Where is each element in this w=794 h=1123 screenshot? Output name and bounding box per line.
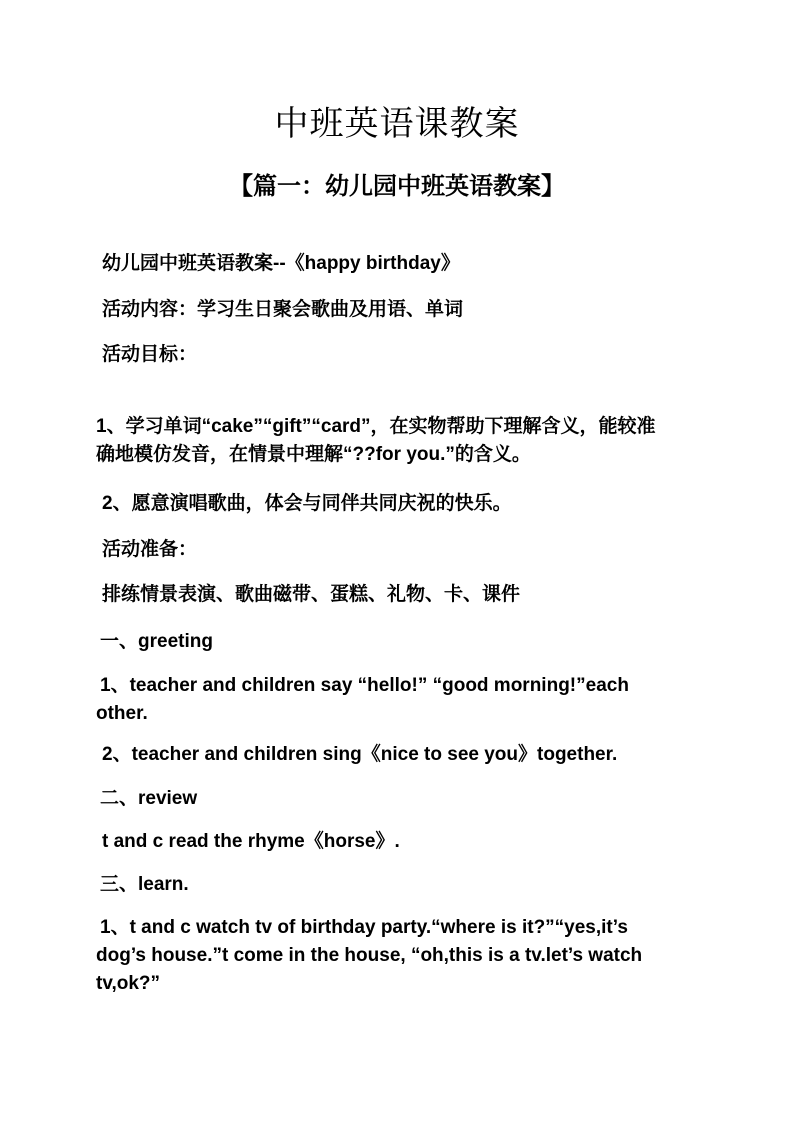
paragraph-line: 活动目标： <box>102 344 198 365</box>
paragraph-goal-2 <box>0 490 794 518</box>
paragraph-greeting-2 <box>0 741 794 769</box>
paragraph-lesson-title <box>0 250 794 278</box>
paragraph-learn-1 <box>0 914 794 998</box>
document-title: 中班英语课教案 <box>274 104 520 144</box>
paragraph-line: 三、learn. <box>100 874 189 895</box>
paragraph-preparation-items <box>0 581 794 609</box>
section-heading: 【篇一：幼儿园中班英语教案】 <box>229 172 565 200</box>
paragraph-line: 二、review <box>100 788 198 809</box>
paragraph-activity-content <box>0 296 794 324</box>
paragraph-line: 排练情景表演、歌曲磁带、蛋糕、礼物、卡、课件 <box>102 584 521 605</box>
paragraph-step-review <box>0 785 794 813</box>
paragraph-line: 确地模仿发音，在情景中理解“??for you.”的含义。 <box>96 444 531 465</box>
paragraph-line: t and c read the rhyme《horse》. <box>102 831 400 852</box>
paragraph-line: tv,ok?” <box>96 973 161 994</box>
paragraph-step-learn <box>0 871 794 899</box>
paragraph-line: 一、greeting <box>100 631 213 652</box>
paragraph-line: dog’s house.”t come in the house, “oh,this is a tv.let’s watch <box>96 945 643 966</box>
paragraph-line: 2、teacher and children sing《nice to see you》together. <box>102 744 618 765</box>
paragraph-goal-1 <box>0 413 794 469</box>
paragraph-line: 2、愿意演唱歌曲，体会与同伴共同庆祝的快乐。 <box>102 493 512 514</box>
paragraph-review-rhyme <box>0 828 794 856</box>
paragraph-line: 活动内容：学习生日聚会歌曲及用语、单词 <box>102 299 464 320</box>
paragraph-line: 1、学习单词“cake”“gift”“card”，在实物帮助下理解含义，能较准 <box>96 416 656 437</box>
paragraph-greeting-1 <box>0 672 794 728</box>
paragraph-line: other. <box>96 703 148 724</box>
paragraph-line: 活动准备： <box>102 539 198 560</box>
paragraph-line: 1、teacher and children say “hello!” “good morning!”each <box>100 675 629 696</box>
paragraph-step-greeting <box>0 628 794 656</box>
paragraph-line: 1、t and c watch tv of birthday party.“where is it?”“yes,it’s <box>100 917 628 938</box>
paragraph-preparation-heading <box>0 536 794 564</box>
paragraph-activity-goals-heading <box>0 341 794 369</box>
paragraph-line: 幼儿园中班英语教案--《happy birthday》 <box>102 253 460 274</box>
